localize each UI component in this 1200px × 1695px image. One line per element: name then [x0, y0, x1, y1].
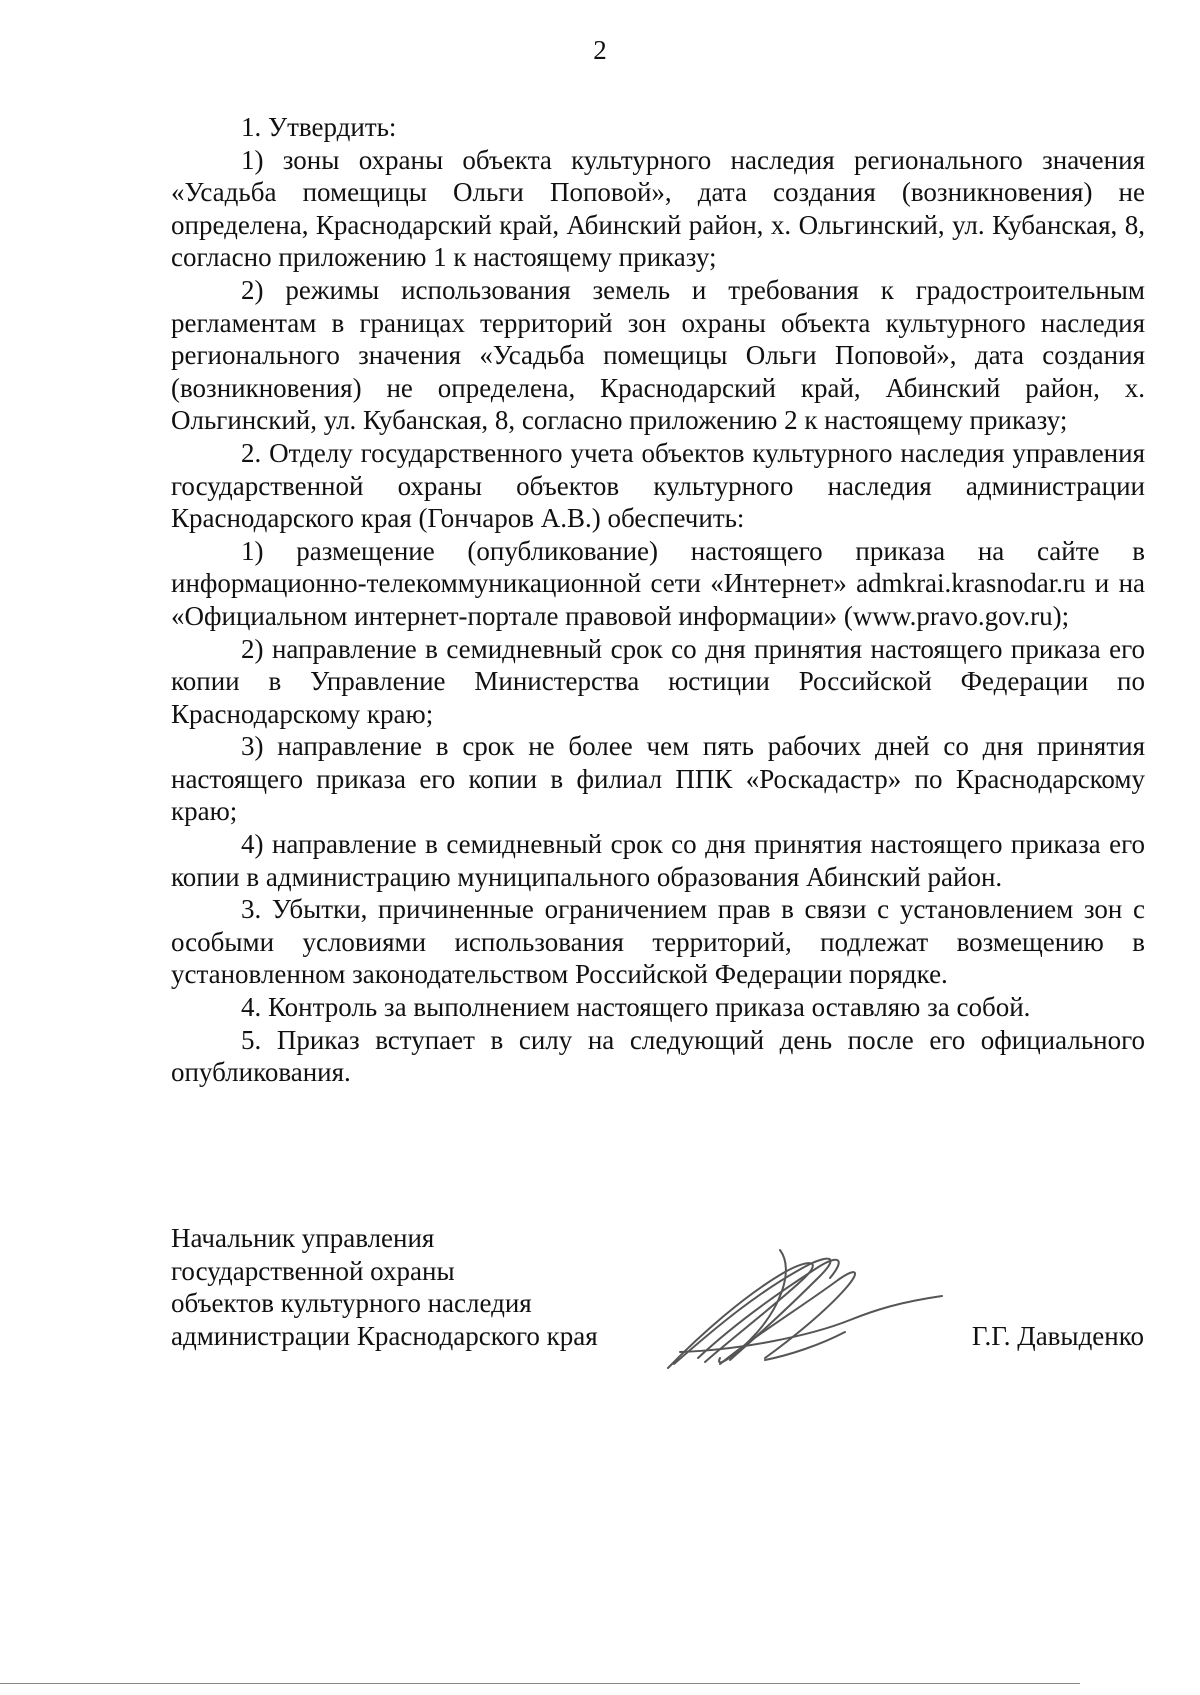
paragraph-2-1: 1) размещение (опубликование) настоящего приказа на сайте в информационно-телекоммуникационной сети «Интернет» admkrai.krasnodar.ru и на «Официальном интернет-портале правовой информации» (www.pravo.gov.ru);	[171, 535, 1145, 631]
signatory-title-line: государственной охраны	[171, 1255, 455, 1286]
signatory-title-line: Начальник управления	[171, 1223, 435, 1253]
paragraph-2: 2. Отделу государственного учета объектов культурного наследия управления государственной охраны объектов культурного наследия администрации Краснодарского края (Гончаров А.В.) обеспечить:	[171, 437, 1145, 534]
paragraph-1-1: 1) зоны охраны объекта культурного наследия регионального значения «Усадьба помещицы Ольги Поповой», дата создания (возникновения) не определена, Краснодарский край, Абинский район, х. Ольгинский, ул. Кубанская, 8, согласно приложению 1 к настоящему приказу;	[171, 144, 1145, 273]
page-number: 2	[593, 35, 607, 65]
paragraph-5: 5. Приказ вступает в силу на следующий день после его официального опубликования.	[171, 1024, 1145, 1088]
paragraph-4: 4. Контроль за выполнением настоящего приказа оставляю за собой.	[241, 992, 1031, 1023]
signatory-name: Г.Г. Давыденко	[971, 1321, 1144, 1351]
signatory-title	[171, 1222, 598, 1352]
bottom-divider	[0, 1683, 1080, 1684]
paragraph-3: 3. Убытки, причиненные ограничением прав в связи с установлением зон с особыми условиями использования территорий, подлежат возмещению в установленном законодательством Российской Федерации порядке.	[171, 894, 1145, 990]
signatory-title-line: администрации Краснодарского края	[171, 1320, 598, 1351]
document-body	[171, 111, 1145, 1089]
paragraph-2-2: 2) направление в семидневный срок со дня принятия настоящего приказа его копии в Управление Министерства юстиции Российской Федерации по Краснодарскому краю;	[171, 633, 1145, 729]
paragraph-1: 1. Утвердить:	[241, 112, 397, 142]
paragraph-2-4: 4) направление в семидневный срок со дня принятия настоящего приказа его копии в администрацию муниципального образования Абинский район.	[171, 829, 1145, 892]
handwritten-signature	[660, 1240, 945, 1380]
paragraph-1-2: 2) режимы использования земель и требования к градостроительным регламентам в границах территорий зон охраны объекта культурного наследия регионального значения «Усадьба помещицы Ольги Поповой», дата создания (возникновения) не определена, Краснодарский край, Абинский район, х. Ольгинский, ул. Кубанская, 8, согласно приложению 2 к настоящему приказу;	[171, 274, 1145, 436]
paragraph-2-3: 3) направление в срок не более чем пять рабочих дней со дня принятия настоящего приказа его копии в филиал ППК «Роскадастр» по Краснодарскому краю;	[171, 731, 1145, 827]
signatory-title-line: объектов культурного наследия	[171, 1288, 532, 1319]
